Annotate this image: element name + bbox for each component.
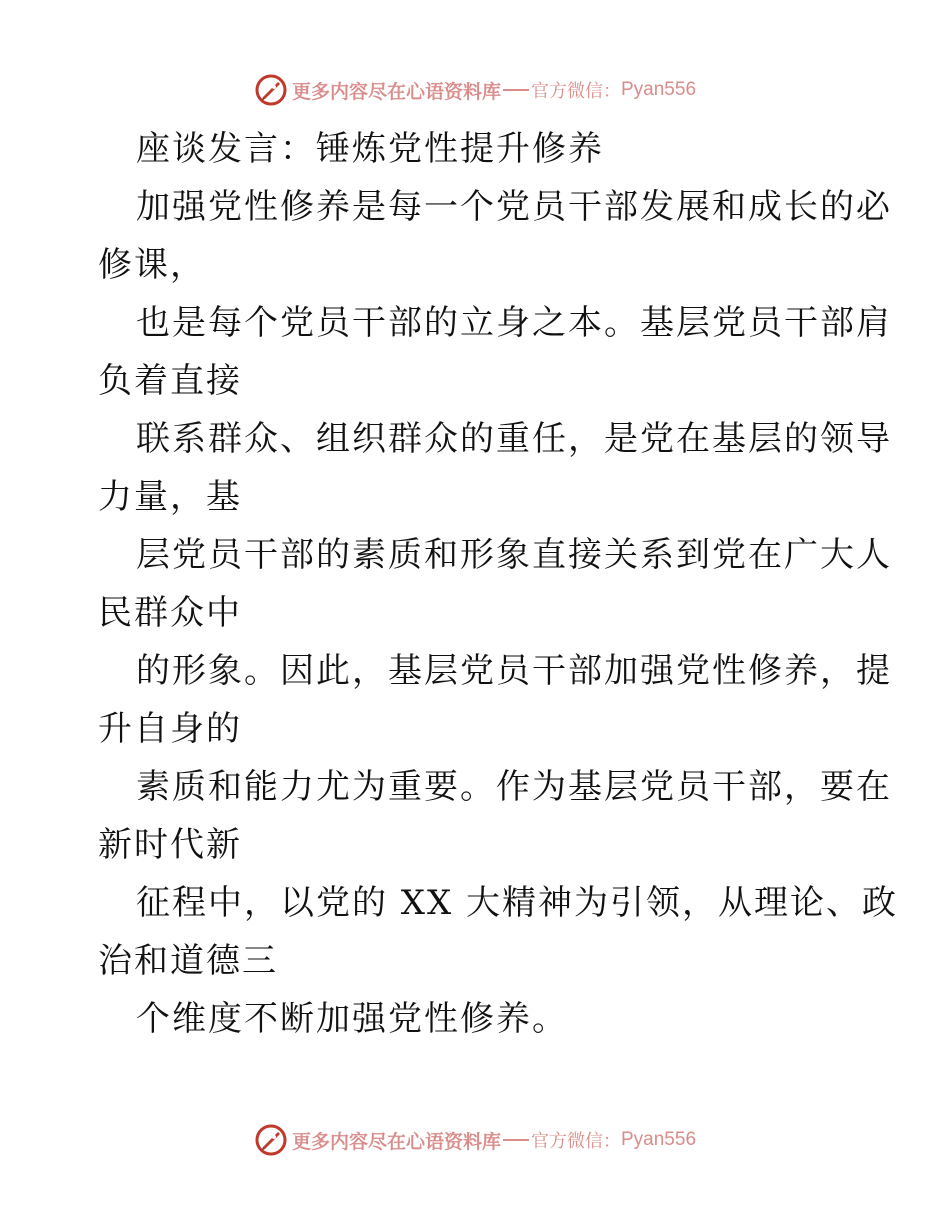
document-title: 座谈发言：锤炼党性提升修养	[136, 129, 604, 169]
paragraph-line: 联系群众、组织群众的重任，是党在基层的领导	[136, 419, 892, 459]
paragraph-line: 征程中，以党的 XX 大精神为引领，从理论、政	[136, 883, 899, 923]
banner-dash	[503, 1139, 529, 1141]
paragraph-line: 修课，	[98, 245, 206, 285]
banner-contact-prefix: 官方微信：	[531, 1131, 621, 1152]
paragraph-line: 力量，基	[98, 477, 242, 517]
banner-wechat-id: Pyan556	[621, 79, 697, 100]
paragraph-line: 加强党性修养是每一个党员干部发展和成长的必	[136, 187, 892, 227]
paragraph-line: 个维度不断加强党性修养。	[136, 999, 568, 1039]
document-body	[98, 120, 899, 1048]
banner-brand: 更多内容尽在心语资料库	[291, 1130, 501, 1153]
quill-logo-icon	[254, 1123, 288, 1157]
paragraph-line: 治和道德三	[98, 941, 278, 981]
paragraph-line: 民群众中	[98, 593, 242, 633]
paragraph-line: 负着直接	[98, 361, 242, 401]
banner-brand: 更多内容尽在心语资料库	[291, 80, 501, 103]
paragraph-line: 层党员干部的素质和形象直接关系到党在广大人	[136, 535, 892, 575]
header-banner	[0, 68, 950, 112]
paragraph-line: 也是每个党员干部的立身之本。基层党员干部肩	[136, 303, 892, 343]
banner-wechat-id: Pyan556	[621, 1129, 697, 1150]
banner-contact-prefix: 官方微信：	[531, 81, 621, 102]
banner-dash	[503, 89, 529, 91]
paragraph-line: 的形象。因此，基层党员干部加强党性修养，提	[136, 651, 892, 691]
footer-banner	[0, 1118, 950, 1162]
paragraph-line: 升自身的	[98, 709, 242, 749]
paragraph-line: 新时代新	[98, 825, 242, 865]
quill-logo-icon	[254, 73, 288, 107]
paragraph-line: 素质和能力尤为重要。作为基层党员干部，要在	[136, 767, 892, 807]
